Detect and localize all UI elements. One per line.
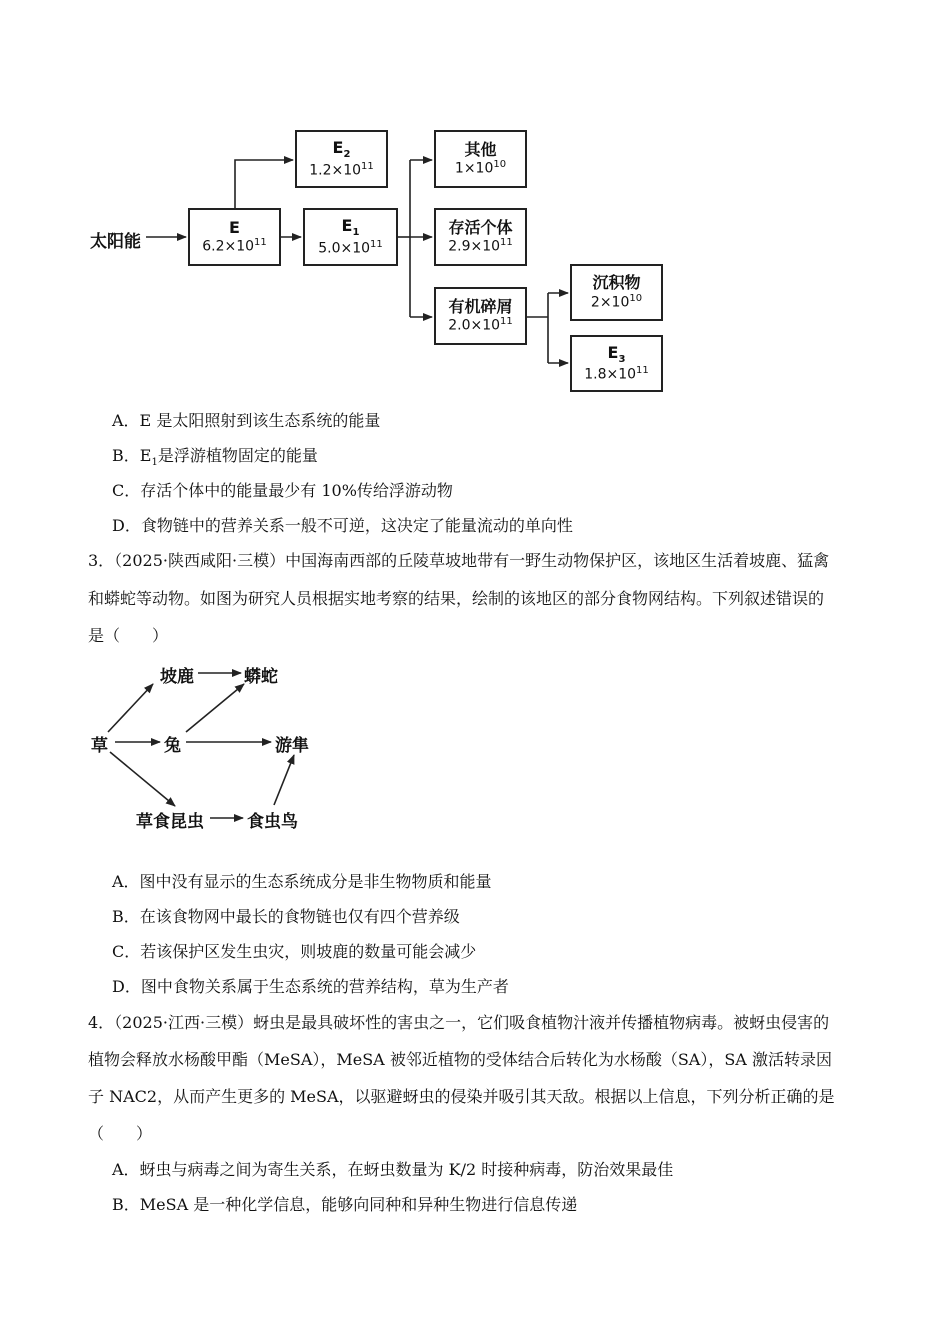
web-node-falcon: 游隼 [275, 736, 309, 756]
box-debris-value: 2.0×10 [448, 317, 501, 334]
box-surviving-individuals [434, 208, 527, 266]
web-node-rabbit: 兔 [164, 736, 181, 756]
box-E-name: E [229, 217, 240, 237]
box-alive-value: 2.9×10 [448, 238, 501, 255]
box-E1-value: 5.0×10 [318, 240, 371, 257]
box-E3-sub: 3 [618, 353, 626, 365]
box-other [434, 130, 527, 188]
box-E1-sub: 1 [352, 227, 360, 239]
q4-stem-line-2: 植物会释放水杨酸甲酯（MeSA），MeSA 被邻近植物的受体结合后转化为水杨酸（SA），SA 激活转录因 [88, 1050, 832, 1069]
box-sediment-name: 沉积物 [592, 273, 641, 293]
label-solar-energy: 太阳能 [90, 232, 141, 252]
q2-option-b [112, 446, 318, 473]
box-debris-exp: 11 [500, 316, 513, 328]
q2-option-b-prefix: B．E [112, 446, 152, 465]
box-E3 [570, 335, 663, 392]
box-E-exp: 11 [254, 237, 267, 249]
box-E1-exp: 11 [370, 238, 383, 250]
box-E2-exp: 11 [361, 160, 374, 172]
q2-option-c: C．存活个体中的能量最少有 10%传给浮游动物 [112, 481, 453, 500]
box-E2-value: 1.2×10 [309, 162, 362, 179]
box-sediment [570, 264, 663, 321]
box-organic-debris [434, 287, 527, 345]
q3-stem-line-1: 3．（2025·陕西咸阳·三模）中国海南西部的丘陵草坡地带有一野生动物保护区，该地区生活着坡鹿、猛禽 [88, 551, 830, 570]
box-E3-name: E [607, 342, 619, 362]
box-E2-name: E [332, 138, 344, 158]
box-other-value: 1×10 [454, 160, 494, 177]
box-sediment-value: 2×10 [590, 294, 630, 311]
box-E [188, 208, 281, 266]
q3-option-d: D．图中食物关系属于生态系统的营养结构，草为生产者 [112, 977, 509, 996]
box-other-exp: 10 [493, 159, 507, 171]
q4-stem-line-1: 4．（2025·江西·三模）蚜虫是最具破坏性的害虫之一，它们吸食植物汁液并传播植物病毒。被蚜虫侵害的 [88, 1013, 830, 1032]
web-node-bird: 食虫鸟 [247, 812, 298, 832]
q4-stem-line-4: （ ） [88, 1124, 153, 1143]
q2-option-a: A．E 是太阳照射到该生态系统的能量 [112, 411, 381, 430]
box-E1-name: E [341, 216, 353, 236]
q3-stem-line-2: 和蟒蛇等动物。如图为研究人员根据实地考察的结果，绘制的该地区的部分食物网结构。下列叙述错误的 [88, 589, 825, 608]
box-alive-name: 存活个体 [448, 217, 513, 237]
q4-option-b: B．MeSA 是一种化学信息，能够向同种和异种生物进行信息传递 [112, 1195, 578, 1214]
q3-option-a: A．图中没有显示的生态系统成分是非生物物质和能量 [112, 872, 492, 891]
web-node-python: 蟒蛇 [244, 667, 278, 687]
box-other-name: 其他 [464, 139, 497, 159]
q2-option-b-sub: 1 [151, 457, 158, 469]
box-E3-exp: 11 [636, 365, 649, 377]
box-E2 [295, 130, 388, 188]
box-E2-sub: 2 [343, 149, 351, 161]
q3-stem-line-3: 是（ ） [88, 626, 169, 645]
q2-option-b-rest: 是浮游植物固定的能量 [157, 446, 318, 465]
web-node-insect: 草食昆虫 [136, 812, 204, 832]
web-node-grass: 草 [91, 736, 108, 756]
box-sediment-exp: 10 [629, 292, 643, 304]
q4-stem-line-3: 子 NAC2，从而产生更多的 MeSA，以驱避蚜虫的侵染并吸引其天敌。根据以上信息，下列分析正确的是 [88, 1087, 835, 1106]
box-E-value: 6.2×10 [202, 238, 255, 255]
box-alive-exp: 11 [500, 237, 513, 249]
box-E3-value: 1.8×10 [584, 367, 637, 384]
web-node-deer: 坡鹿 [160, 667, 194, 687]
q2-option-d: D．食物链中的营养关系一般不可逆，这决定了能量流动的单向性 [112, 516, 573, 535]
q3-option-c: C．若该保护区发生虫灾，则坡鹿的数量可能会减少 [112, 942, 477, 961]
q4-option-a: A．蚜虫与病毒之间为寄生关系，在蚜虫数量为 K/2 时接种病毒，防治效果最佳 [112, 1160, 674, 1179]
box-debris-name: 有机碎屑 [448, 296, 513, 316]
box-E1 [303, 208, 398, 266]
q3-option-b: B．在该食物网中最长的食物链也仅有四个营养级 [112, 907, 460, 926]
